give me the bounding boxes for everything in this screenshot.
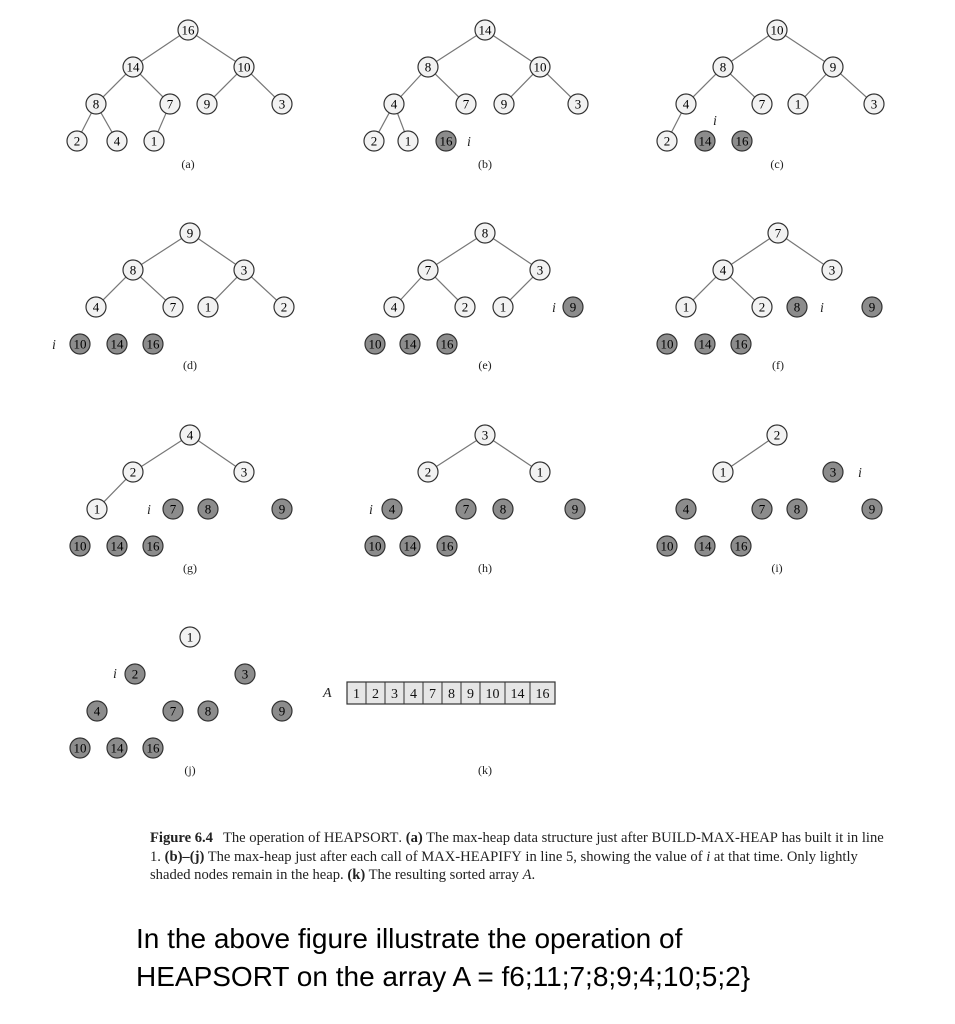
panel-label-k: (k)	[478, 763, 492, 777]
heap-edge	[731, 36, 769, 62]
heap-edge	[786, 239, 824, 265]
heap-panel	[70, 425, 292, 575]
panel-label: (h)	[478, 561, 492, 575]
heap-edge	[731, 239, 769, 265]
heap-node-value: 16	[146, 740, 160, 756]
heap-node-value: 7	[758, 501, 766, 517]
heap-node-value: 14	[110, 538, 124, 554]
array-cell-value: 4	[410, 687, 417, 702]
heap-node-value: 16	[734, 538, 748, 554]
heap-edge	[435, 74, 459, 97]
heap-node-value: 10	[660, 336, 674, 352]
heap-node-value: 7	[169, 501, 177, 517]
heap-edge	[493, 441, 531, 467]
heap-node-value: 10	[73, 740, 87, 756]
heap-edge	[398, 113, 405, 131]
caption-heapsort: HEAPSORT	[323, 830, 399, 846]
heap-edge	[785, 36, 824, 62]
array-cell-value: 7	[429, 687, 436, 702]
heap-node-value: 8	[424, 59, 432, 75]
heap-node-value: 4	[719, 262, 727, 278]
array-cell-value: 1	[353, 687, 360, 702]
heap-node-value: 14	[126, 59, 140, 75]
heap-node-value: 10	[368, 336, 382, 352]
sorted-array	[322, 682, 555, 777]
heap-node-value: 9	[868, 501, 876, 517]
heap-node-value: 2	[280, 299, 288, 315]
heap-edge	[730, 74, 754, 97]
array-name: A	[323, 686, 332, 701]
heap-edge	[805, 74, 826, 96]
heap-node-value: 8	[481, 225, 489, 241]
heap-node-value: 3	[241, 666, 249, 682]
caption-k: (k)	[347, 867, 366, 884]
heap-node-value: 3	[278, 96, 286, 112]
heap-node-value: 3	[481, 427, 489, 443]
heap-node-value: 9	[571, 501, 579, 517]
panel-label: (d)	[183, 358, 197, 372]
heap-node-value: 9	[278, 703, 286, 719]
heap-node-value: 8	[204, 703, 212, 719]
heap-node-value: 1	[536, 464, 544, 480]
heap-node-value: 7	[758, 96, 766, 112]
heap-edge	[101, 113, 112, 133]
heap-edge	[158, 113, 166, 132]
heap-node-value: 16	[439, 133, 453, 149]
heap-panel	[364, 20, 588, 171]
heap-edge	[140, 277, 165, 300]
heap-node-value: 16	[146, 538, 160, 554]
heap-edge	[672, 113, 682, 132]
heap-node-value: 9	[829, 59, 837, 75]
heap-node-value: 4	[186, 427, 194, 443]
heap-node-value: 2	[370, 133, 378, 149]
heap-node-value: 10	[73, 336, 87, 352]
heap-node-value: 2	[461, 299, 469, 315]
heap-edge	[214, 74, 237, 97]
heap-edge	[401, 74, 421, 96]
heap-node-value: 16	[735, 133, 749, 149]
heap-node-value: 10	[368, 538, 382, 554]
caption-text-9: in line 5, showing the value of	[521, 848, 707, 865]
heap-panel	[657, 425, 882, 575]
heap-edge	[730, 277, 754, 300]
heap-node-value: 10	[533, 59, 547, 75]
heap-node-value: 10	[237, 59, 251, 75]
caption-i: i	[706, 848, 711, 865]
heap-node-value: 9	[186, 225, 194, 241]
heap-edge	[82, 113, 92, 132]
panel-label: (g)	[183, 561, 197, 575]
heap-node-value: 7	[169, 703, 177, 719]
heap-edge	[198, 441, 236, 467]
caption-A: A	[522, 867, 532, 884]
heap-node-value: 16	[440, 538, 454, 554]
heap-node-value: 8	[719, 59, 727, 75]
caption-bj: (b)–(j)	[164, 848, 205, 865]
array-cell-value: 14	[510, 687, 525, 702]
heap-node-value: 3	[870, 96, 878, 112]
heap-node-value: 7	[462, 501, 470, 517]
caption-text-4: The max-heap data structure just after	[422, 830, 652, 846]
heap-edge	[251, 277, 276, 300]
heap-edge	[104, 479, 126, 502]
heap-edge	[693, 277, 716, 300]
heap-edge	[510, 277, 533, 300]
heap-node-value: 4	[93, 703, 101, 719]
panel-label: (a)	[181, 157, 195, 171]
heap-panel	[657, 20, 884, 171]
heap-panel	[52, 223, 294, 372]
heap-node-value: 4	[92, 299, 100, 315]
question-text	[136, 920, 916, 996]
figure-caption	[150, 829, 890, 885]
heap-node-value: 7	[424, 262, 432, 278]
heap-edge	[435, 277, 458, 300]
caption-a: (a)	[405, 830, 423, 846]
question-line-2: HEAPSORT on the array A = f6;11;7;8;9;4;10;5;2}	[136, 961, 751, 992]
heap-node-value: 1	[186, 629, 194, 645]
heap-node-value: 2	[424, 464, 432, 480]
heap-node-value: 9	[500, 96, 508, 112]
heap-node-value: 2	[758, 299, 766, 315]
caption-build-max-heap: BUILD-MAX-HEAP	[651, 830, 778, 846]
heap-edge	[511, 74, 533, 97]
heap-edge	[493, 36, 531, 62]
heap-edge	[103, 74, 126, 97]
heap-edge	[141, 238, 181, 264]
heap-edge	[547, 74, 571, 97]
heap-node-value: 14	[110, 336, 124, 352]
caption-max-heapify: MAX-HEAPIFY	[421, 848, 522, 865]
heap-node-value: 1	[93, 501, 101, 517]
heap-node-value: 3	[828, 262, 836, 278]
heap-node-value: 8	[129, 262, 137, 278]
panel-label: (e)	[478, 358, 492, 372]
array-cell-value: 10	[485, 687, 500, 702]
heap-node-value: 2	[129, 464, 137, 480]
panel-label: (f)	[772, 358, 784, 372]
heap-node-value: 1	[499, 299, 507, 315]
heap-node-value: 16	[146, 336, 160, 352]
heap-node-value: 7	[462, 96, 470, 112]
heap-edge	[436, 440, 476, 466]
heap-node-value: 2	[663, 133, 671, 149]
index-marker-i: i	[52, 338, 56, 353]
heap-node-value: 2	[131, 666, 139, 682]
heap-edge	[401, 277, 421, 299]
index-marker-i: i	[467, 135, 471, 150]
panel-label: (i)	[771, 561, 783, 575]
heap-panel	[67, 20, 292, 171]
heap-node-value: 7	[169, 299, 177, 315]
heap-edge	[215, 277, 237, 300]
heap-node-value: 10	[770, 22, 784, 38]
heap-node-value: 1	[719, 464, 727, 480]
heap-node-value: 10	[660, 538, 674, 554]
heap-node-value: 2	[773, 427, 781, 443]
heap-node-value: 1	[204, 299, 212, 315]
heap-edge	[196, 36, 235, 62]
caption-text-1: The operation of	[222, 830, 324, 846]
heap-node-value: 7	[774, 225, 782, 241]
heap-panel	[70, 627, 292, 777]
heap-node-value: 8	[204, 501, 212, 517]
heap-node-value: 9	[868, 299, 876, 315]
heap-node-value: 14	[110, 740, 124, 756]
heap-node-value: 4	[390, 299, 398, 315]
heap-edge	[379, 113, 389, 132]
index-marker-i: i	[820, 301, 824, 316]
heap-panel	[365, 425, 585, 575]
index-marker-i: i	[552, 301, 556, 316]
heap-node-value: 3	[829, 464, 837, 480]
heap-node-value: 2	[73, 133, 81, 149]
heap-node-value: 14	[698, 538, 712, 554]
heap-edge	[493, 239, 531, 265]
heap-node-value: 4	[390, 96, 398, 112]
heap-edge	[141, 440, 181, 466]
index-marker-i: i	[369, 503, 373, 518]
heap-node-value: 1	[150, 133, 158, 149]
heap-node-value: 14	[698, 336, 712, 352]
heap-node-value: 16	[440, 336, 454, 352]
caption-text-7: The max-heap just after each call of	[204, 848, 422, 865]
heap-node-value: 4	[388, 501, 396, 517]
heap-edge	[198, 239, 236, 265]
heap-panel	[657, 223, 882, 372]
heap-node-value: 9	[569, 299, 577, 315]
heap-edge	[436, 238, 476, 264]
caption-text-6: has built it in line 1.	[150, 830, 884, 865]
heap-node-value: 9	[203, 96, 211, 112]
heap-node-value: 14	[698, 133, 712, 149]
caption-text-3: .	[398, 830, 406, 846]
index-marker-i: i	[113, 667, 117, 682]
heap-node-value: 3	[240, 262, 248, 278]
heap-node-value: 3	[536, 262, 544, 278]
heap-edge	[840, 74, 866, 98]
caption-text-14: .	[531, 867, 536, 884]
heap-node-value: 10	[73, 538, 87, 554]
figure-label: Figure 6.4	[150, 830, 213, 846]
array-cell-value: 2	[372, 687, 379, 702]
array-cell-value: 3	[391, 687, 398, 702]
heap-node-value: 1	[794, 96, 802, 112]
heap-node-value: 14	[403, 538, 417, 554]
caption-text-12: The resulting sorted array	[365, 867, 523, 884]
array-cell-value: 9	[467, 687, 474, 702]
array-cell-value: 8	[448, 687, 455, 702]
heap-node-value: 1	[682, 299, 690, 315]
heap-edge	[140, 74, 163, 97]
heap-edge	[103, 277, 126, 300]
heap-node-value: 9	[278, 501, 286, 517]
caption-text-11: at that time. Only lightly shaded nodes remain in the heap.	[150, 848, 858, 884]
heap-node-value: 4	[682, 96, 690, 112]
heap-edge	[731, 441, 769, 467]
index-marker-i: i	[147, 503, 151, 518]
heap-node-value: 4	[113, 133, 121, 149]
heap-node-value: 16	[734, 336, 748, 352]
heap-edge	[693, 74, 716, 97]
question-line-1: In the above figure illustrate the operation of	[136, 923, 683, 954]
heap-node-value: 8	[793, 299, 801, 315]
heap-node-value: 14	[403, 336, 417, 352]
heap-node-value: 7	[166, 96, 174, 112]
heap-panel	[365, 223, 583, 372]
heap-node-value: 4	[682, 501, 690, 517]
heap-node-value: 8	[793, 501, 801, 517]
heap-edge	[251, 74, 275, 97]
heap-node-value: 1	[404, 133, 412, 149]
array-cell-value: 16	[535, 687, 550, 702]
panel-label: (c)	[770, 157, 784, 171]
heap-edge	[436, 35, 476, 61]
heap-node-value: 8	[92, 96, 100, 112]
heap-node-value: 16	[181, 22, 195, 38]
index-marker-i: i	[713, 114, 717, 129]
heap-node-value: 3	[240, 464, 248, 480]
heap-node-value: 14	[478, 22, 492, 38]
panel-label: (j)	[184, 763, 196, 777]
heap-node-value: 3	[574, 96, 582, 112]
heap-edge	[141, 36, 179, 62]
panel-label: (b)	[478, 157, 492, 171]
heap-node-value: 8	[499, 501, 507, 517]
index-marker-i: i	[858, 466, 862, 481]
